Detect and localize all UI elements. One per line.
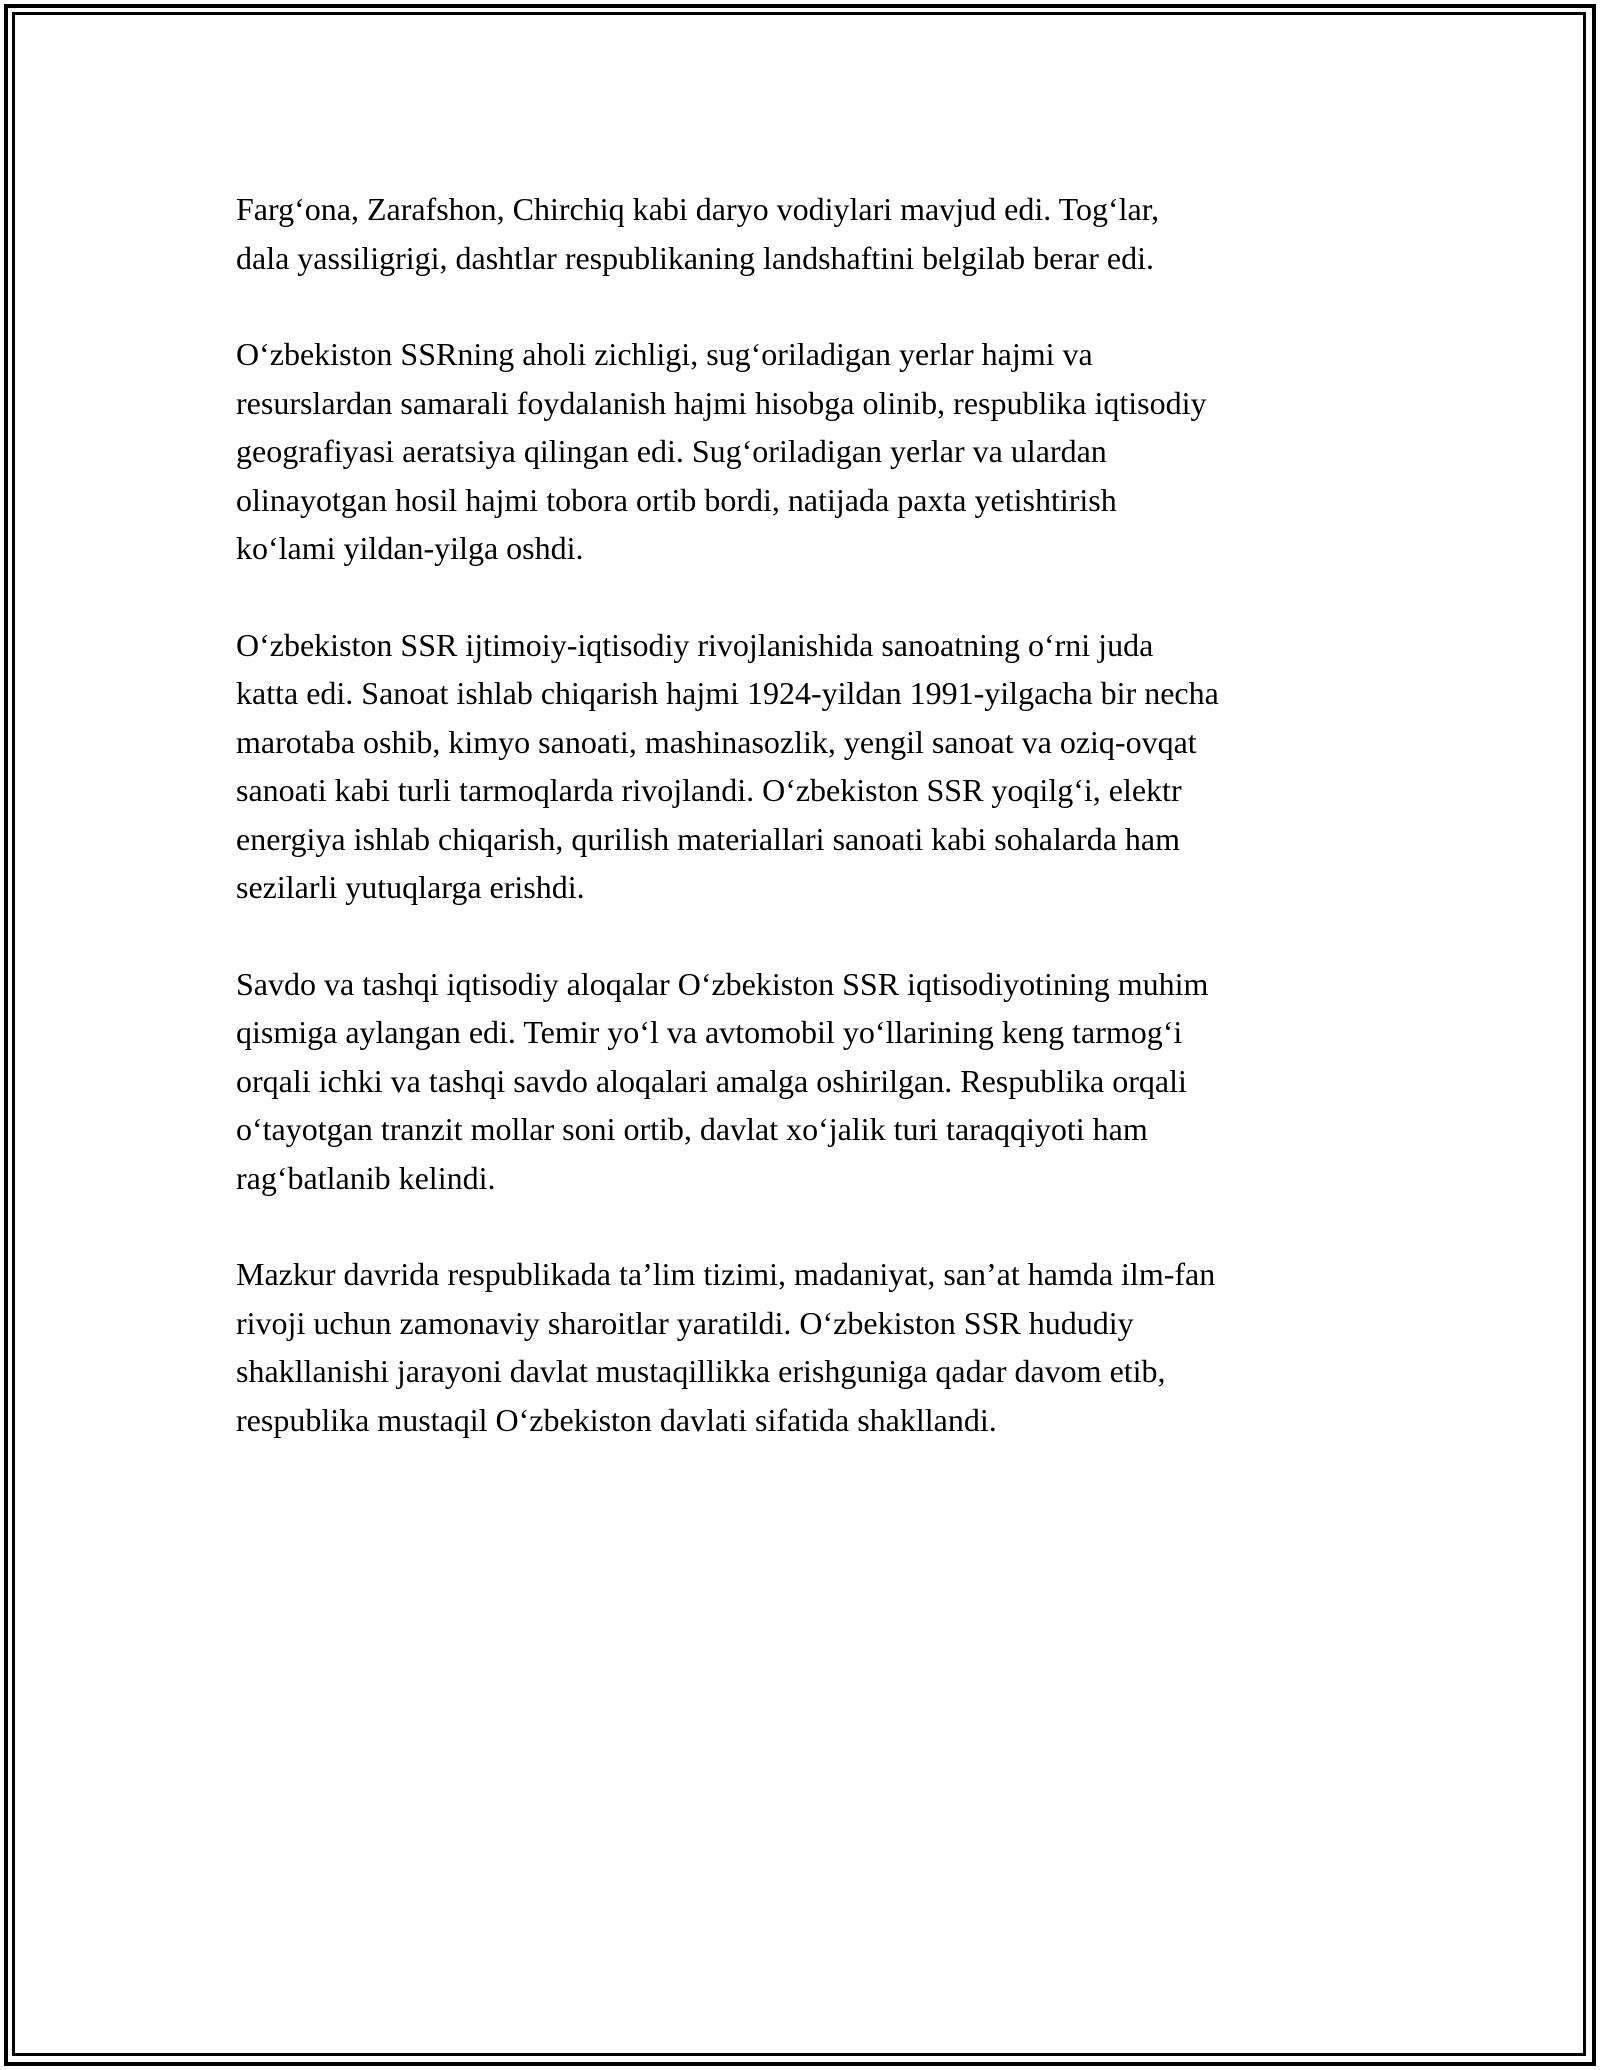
paragraph-1	[236, 185, 1386, 282]
text-line: shakllanishi jarayoni davlat mustaqillikka erishguniga qadar davom etib,	[236, 1353, 1166, 1389]
text-line: geografiyasi aeratsiya qilingan edi. Sug‘oriladigan yerlar va ulardan	[236, 433, 1107, 469]
text-line: rag‘batlanib kelindi.	[236, 1159, 496, 1196]
text-line: dala yassiligrigi, dashtlar respublikaning landshaftini belgilab berar edi.	[236, 239, 1154, 276]
text-line: sezilarli yutuqlarga erishdi.	[236, 869, 585, 905]
text-line: orqali ichki va tashqi savdo aloqalari amalga oshirilgan. Respublika orqali	[236, 1062, 1187, 1099]
text-line: resurslardan samarali foydalanish hajmi hisobga olinib, respublika iqtisodiy	[236, 384, 1207, 421]
text-line: O‘zbekiston SSRning aholi zichligi, sug‘oriladigan yerlar hajmi va	[236, 336, 1093, 372]
text-line: qismiga aylangan edi. Temir yo‘l va avtomobil yo‘llarining keng tarmog‘i	[236, 1014, 1183, 1050]
text-line: katta edi. Sanoat ishlab chiqarish hajmi 1924-yildan 1991-yilgacha bir necha	[236, 675, 1219, 711]
paragraph-4	[236, 960, 1386, 1203]
text-line: Farg‘ona, Zarafshon, Chirchiq kabi daryo vodiylari mavjud edi. Tog‘lar,	[236, 191, 1160, 227]
text-line: sanoati kabi turli tarmoqlarda rivojlandi. O‘zbekiston SSR yoqilg‘i, elektr	[236, 772, 1182, 808]
text-line: O‘zbekiston SSR ijtimoiy-iqtisodiy rivojlanishida sanoatning o‘rni juda	[236, 626, 1154, 663]
text-line: rivoji uchun zamonaviy sharoitlar yaratildi. O‘zbekiston SSR hududiy	[236, 1304, 1134, 1341]
text-line: Mazkur davrida respublikada ta’lim tizimi, madaniyat, san’at hamda ilm-fan	[236, 1256, 1216, 1292]
text-line: ko‘lami yildan-yilga oshdi.	[236, 530, 584, 566]
paragraph-3	[236, 621, 1386, 912]
text-line: respublika mustaqil O‘zbekiston davlati sifatida shakllandi.	[236, 1401, 997, 1438]
paragraph-5	[236, 1250, 1386, 1444]
text-line: marotaba oshib, kimyo sanoati, mashinasozlik, yengil sanoat va oziq-ovqat	[236, 723, 1197, 760]
text-line: o‘tayotgan tranzit mollar soni ortib, davlat xo‘jalik turi taraqqiyoti ham	[236, 1111, 1148, 1147]
paragraph-2	[236, 330, 1386, 573]
text-line: energiya ishlab chiqarish, qurilish materiallari sanoati kabi sohalarda ham	[236, 820, 1180, 857]
text-line: Savdo va tashqi iqtisodiy aloqalar O‘zbekiston SSR iqtisodiyotining muhim	[236, 965, 1209, 1002]
document-body	[236, 185, 1386, 1492]
text-line: olinayotgan hosil hajmi tobora ortib bordi, natijada paxta yetishtirish	[236, 481, 1117, 518]
